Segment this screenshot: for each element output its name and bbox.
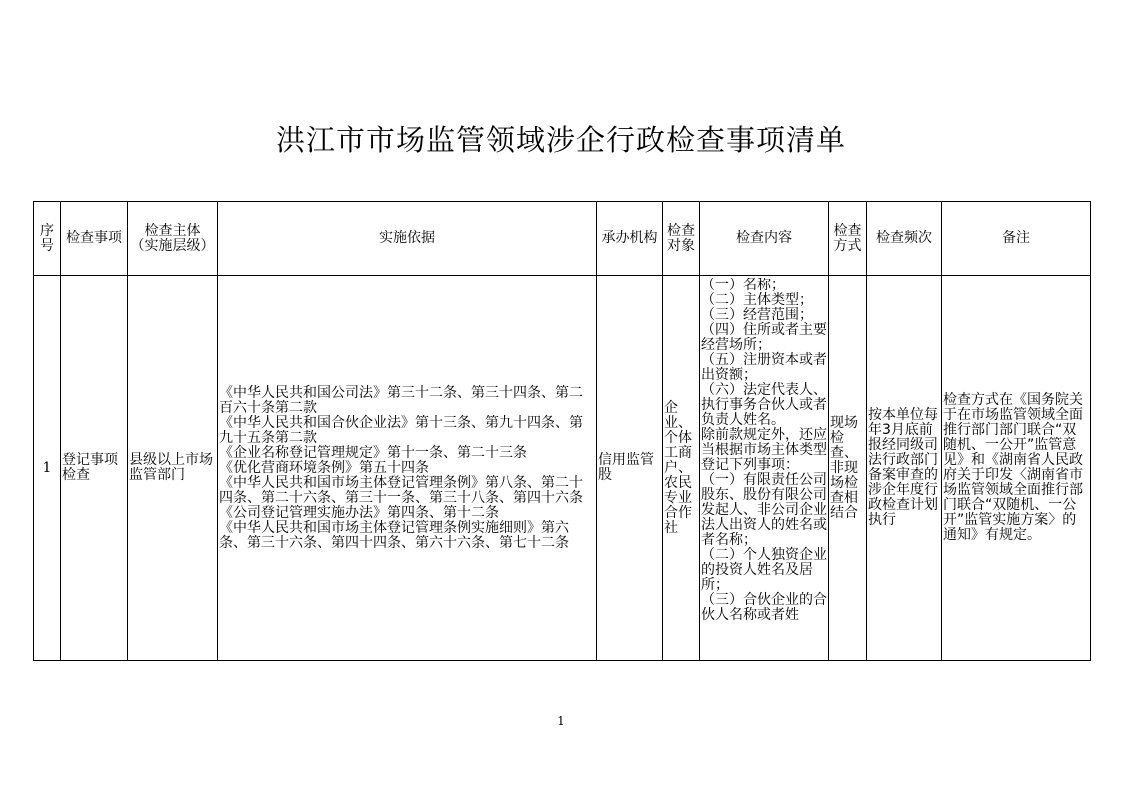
cell-agency: 信用监管股: [597, 276, 663, 661]
cell-item: 登记事项检查: [61, 276, 128, 661]
header-basis: 实施依据: [218, 202, 597, 276]
page-number: 1: [557, 714, 565, 728]
cell-remarks: 检查方式在《国务院关于在市场监管领域全面推行部门部门联合“双随机、一公开”监管意见》和《湖南省人民政府关于印发〈湖南省市场监管领域全面推行部门联合“双随机、一公开”监管实施方案〉的通知》有规定。: [942, 276, 1091, 661]
header-method: 检查方式: [829, 202, 867, 276]
header-subject: 检查主体 （实施层级）: [128, 202, 218, 276]
header-item: 检查事项: [61, 202, 128, 276]
header-index: 序号: [34, 202, 61, 276]
cell-content: （一）名称； （二）主体类型； （三）经营范围； （四）住所或者主要经营场所； （五）注册资本或者出资额； （六）法定代表人、执行事务合伙人或者负责人姓名。 除前款规定外，还应当根据市场主体类型登记下列事项： （一）有限责任公司股东、股份有限公司发起人、非公司企业法人出资人的姓名或者名称； （二）个人独资企业的投资人姓名及居所； （三）合伙企业的合伙人名称或者姓: [700, 276, 829, 661]
inspection-table: [33, 201, 1091, 661]
cell-method: 现场检查、非现场检查相结合: [829, 276, 867, 661]
header-content: 检查内容: [700, 202, 829, 276]
header-frequency: 检查频次: [867, 202, 942, 276]
cell-frequency: 按本单位每年3月底前报经同级司法行政部门备案审查的涉企年度行政检查计划执行: [867, 276, 942, 661]
document-title: 洪江市市场监管领域涉企行政检查事项清单: [275, 123, 846, 157]
cell-basis: 《中华人民共和国公司法》第三十二条、第三十四条、第二百六十条第二款 《中华人民共和国合伙企业法》第十三条、第九十四条、第九十五条第二款 《企业名称登记管理规定》第十一条、第二十三条 《优化营商环境条例》第五十四条 《中华人民共和国市场主体登记管理条例》第八条、第二十四条、第二十六条、第三十一条、第三十八条、第四十六条 《公司登记管理实施办法》第四条、第十二条 《中华人民共和国市场主体登记管理条例实施细则》第六条、第三十六条、第四十四条、第六十六条、第七十二条: [218, 276, 597, 661]
cell-index: 1: [34, 276, 61, 661]
cell-subject: 县级以上市场监管部门: [128, 276, 218, 661]
header-remarks: 备注: [942, 202, 1091, 276]
header-agency: 承办机构: [597, 202, 663, 276]
cell-target: 企业、个体工商户、农民专业合作社: [663, 276, 700, 661]
header-target: 检查对象: [663, 202, 700, 276]
table-row: [34, 276, 1091, 661]
table-header-row: [34, 202, 1091, 276]
